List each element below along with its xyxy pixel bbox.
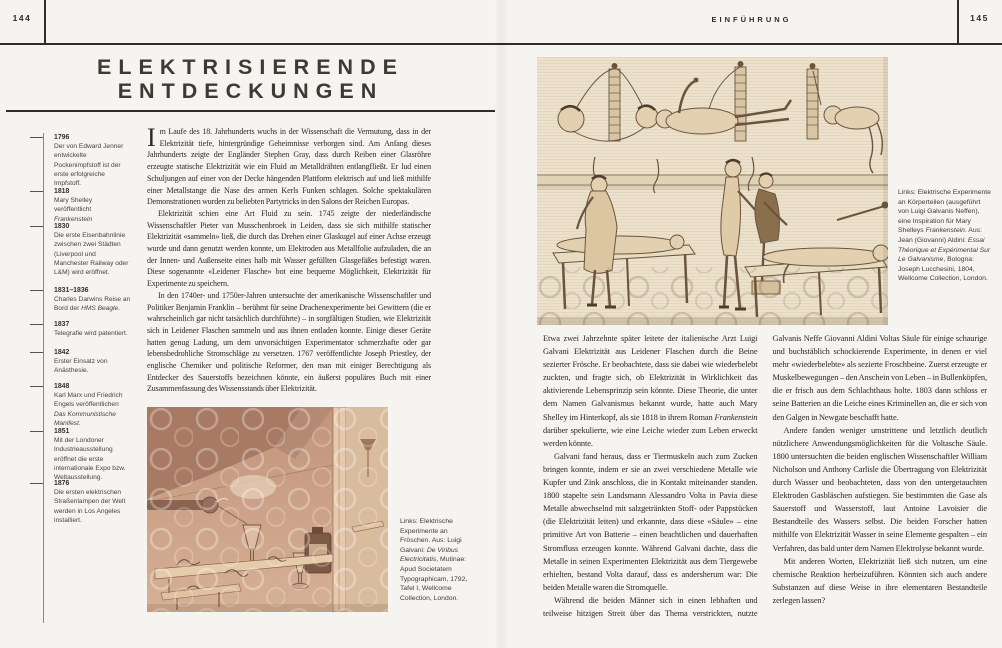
paragraph: Andere fanden weniger umstrittene und letztlich deutlich nützlichere Anwendungsmöglichkeiten für die Voltasche Säule. 1800 untersuchten die beiden englischen Wissenschaftler William Nicholson und Anthony Carlisle die Übertragung von Elektrizität durch Wasser und beobachteten, dass von den untergetauchten Elektroden Gasbläschen aufstiegen. Sie bestimmten die Gase als Sauerstoff und Wasserstoff, laut Antoine Lavoisier die Bestandteile des Wassers selbst. Die beiden Forscher hatten mithilfe von Elektrizität Wasser in seine Elemente gespalten – ein Verfahren, das bald unter dem Namen Elektrolyse bekannt wurde. (772, 425, 987, 553)
header-rule-right (501, 43, 1002, 45)
body-text-right (543, 332, 987, 628)
plate-edge-shadow (883, 57, 888, 325)
timeline-text: Der von Edward Jenner entwickelte Pockenimpfstoff ist der erste erfolgreiche Impfstoff. (54, 143, 124, 188)
chapter-title-line2: ENTDECKUNGEN (117, 79, 384, 103)
timeline-tick (30, 290, 43, 291)
shelf (537, 175, 888, 190)
timeline-entry (54, 188, 131, 224)
page-number-right: 145 (970, 13, 989, 23)
timeline-entry (54, 321, 131, 338)
timeline-year: 1842 (54, 349, 70, 356)
timeline-year: 1796 (54, 134, 70, 141)
plate-bottom-shadow (537, 317, 888, 325)
timeline-tick (30, 483, 43, 484)
figure-frog-experiments-plate (147, 407, 388, 612)
timeline-year: 1851 (54, 428, 70, 435)
timeline-year: 1837 (54, 321, 70, 328)
timeline-entry (54, 134, 131, 188)
chapter-title-line1: ELEKTRISIERENDE (97, 55, 404, 79)
page-number-left: 144 (12, 13, 32, 23)
timeline-entry (54, 349, 131, 376)
timeline-year: 1831–1836 (54, 287, 89, 294)
figure-caption-left: Links: Elektrische Experimente an Fröschen. Aus: Luigi Galvani: De Viribus Electricitatis, Mutinae: Apud Societatem Typographicam, 1792, Tafel I, Wellcome Collection, London. (400, 518, 468, 602)
plate-bottom-shadow (147, 604, 388, 612)
timeline-line (43, 133, 44, 623)
timeline-tick (30, 324, 43, 325)
timeline-tick (30, 226, 43, 227)
paragraph: Mit anderen Worten, Elektrizität ließ sich nutzen, um eine chemische Reaktion herbeizuführen. Könnten sich auch andere Substanzen auf diese Weise in ihre elementaren Bestandteile zerlegen lassen? (772, 556, 987, 605)
timeline-entry (54, 480, 131, 525)
timeline-text: Mary Shelley veröffentlicht Frankenstein (54, 197, 93, 223)
timeline-tick (30, 191, 43, 192)
galvanism-plate-illustration (537, 57, 888, 325)
timeline-text: Charles Darwins Reise an Bord der HMS Beagle. (54, 296, 131, 313)
paragraph: Galvani fand heraus, dass er Tiermuskeln auch zum Zucken bringen konnte, indem er sie an zwei verschiedene Metalle wie Kupfer und Zink anschloss, die in Kontakt miteinander standen. 1800 stapelte sein Landsmann Alessandro Volta in Pavia diese Metalle abwechselnd mit salzgetränkten Stoff- oder Pappstücken (die Elektrizität leiten) und erkannte, dass diese «Säule» – eine primitive Art von Batterie – einen beachtlichen und dauerhaften Stromfluss erzeugen konnte. Während Galvani dachte, dass die Metalle in seinen Experimenten Elektrizität aus dem Tiergewebe erhielten, bestand Volta darauf, dass es andersherum war: Die beiden Metalle waren die Stromquelle. (543, 451, 758, 592)
figure-caption-right: Links: Elektrische Experimente an Körperteilen (ausgeführt von Luigi Galvanis Neffen), eine Inspiration für Mary Shelleys Frankenstein. Aus: Jean (Giovanni) Aldini: Essai Théorique et Expérimental Sur Le Galvanisme, Bologna: Joseph Lucchesini, 1804, Wellcome Collection, London. (898, 189, 991, 283)
timeline-text: Die ersten elektrischen Straßenlampen der Welt werden in Los Angeles installiert. (54, 489, 126, 524)
voltaic-pile (735, 61, 746, 141)
body-text-left (147, 126, 431, 404)
timeline-entry (54, 223, 131, 277)
timeline-text: Die erste Eisenbahnlinie zwischen zwei Städten (Liverpool und Manchester Railway oder L&M) wird eröffnet. (54, 232, 129, 277)
watermark-overlay (537, 267, 888, 325)
timeline-tick (30, 137, 43, 138)
frog-plate-illustration (147, 407, 388, 612)
timeline-year: 1818 (54, 188, 70, 195)
page-gutter (494, 0, 508, 648)
paragraph: Elektrizität schien eine Art Fluid zu sein. 1745 zeigte der niederländische Wissenschaftler Pieter van Musschenbroek in Leiden, dass sie sich mithilfe statischer Elektrizität «sammeln» ließ, die durch das Drehen einer Glaskugel auf einer Achse erzeugt wurde und dann genutzt werden konnte, um Elektroden aus Metallfolie aufzuladen, die an der Innen- und Außenseite eines halb mit Wasser gefüllten Glasgefäßes befestigt waren. Diese sogenannte «Leidener Flasche» bot eine bequeme Möglichkeit, Elektrizität für Experimente zu speichern. (147, 208, 431, 289)
timeline-text: Erster Einsatz von Anästhesie. (54, 358, 108, 375)
timeline-year: 1876 (54, 480, 70, 487)
chapter-title (0, 55, 501, 103)
paragraph: In den 1740er- und 1750er-Jahren untersuchte der amerikanische Wissenschaftler und Politiker Benjamin Franklin – berühmt für seine Drachenexperimente bei Gewittern (die er wahrscheinlich gar nicht tatsächlich durchführte) – in sorgfältigen Studien, wie Elektrizität sich in Leidener Flaschen sammeln und aus ihnen entladen konnte. Einige dieser Geräte hatten genug Ladung, um dem unvorsichtigen Experimentator schmerzhafte oder gar lebensbedrohliche Stromschläge zu versetzen. 1767 veröffentlichte Joseph Priestley, der englische Chemiker und politische Reformer, den man mit einiger Berechtigung als Entdecker des Sauerstoffs bezeichnen könnte, ein äußerst populäres Buch mit einer Zusammenfassung des Wissensstands über Elektrizität. (147, 290, 431, 394)
paragraph: Etwa zwei Jahrzehnte später leitete der italienische Arzt Luigi Galvani Elektrizität aus Leidener Flaschen durch die Beine sezierter Frösche. Er beobachtete, dass sie dabei wie wiederbelebt zuckten, und fragte sich, ob Elektrizität in Wirklichkeit das aktivierende Lebensprinzip sein könnte. Diese Theorie, die unter dem Namen Galvanismus bekannt wurde, hatte auch Mary Shelley im Hinterkopf, als sie 1818 in ihrem Roman Frankenstein darüber spekulierte, wie eine Leiche wieder zum Leben erweckt werden könnte. (543, 334, 758, 448)
page-right (501, 0, 1002, 648)
drop-cap: I (147, 126, 156, 152)
paragraph: Während die beiden Männer sich in einen lebhaften und teilweise hitzigen Streit über das Thema verstrickten, nutzte Galvanis Neffe Giovanni Aldini Voltas Säule für einige schaurige und buchstäblich schockierende Experimente, in denen er viel mehr «wiederbelebte» als sezierte Froschbeine. Zuerst erzeugte er Muskelbewegungen – den Anschein von Leben – in Bullenköpfen, die er frisch aus dem Schlachthaus holte. 1803 dann schloss er seine Batterien an die Leiche eines Kriminellen an, die er sich von den Galgen in Newgate beschafft hatte. (543, 334, 987, 618)
title-rule (6, 110, 495, 112)
timeline-tick (30, 386, 43, 387)
timeline-year: 1830 (54, 223, 70, 230)
header-divider-left (44, 0, 46, 43)
timeline-entry (54, 428, 131, 482)
timeline-text: Karl Marx und Friedrich Engels veröffentlichen Das Kommunistische Manifest. (54, 392, 123, 427)
timeline-tick (30, 352, 43, 353)
watermark-overlay (147, 407, 388, 612)
chapter-header: EINFÜHRUNG (711, 15, 792, 24)
timeline-tick (30, 431, 43, 432)
paragraph: Im Laufe des 18. Jahrhunderts wuchs in der Wissenschaft die Vermutung, dass in der Elektrizität tiefe, hintergründige Geheimnisse verborgen sind. Am Anfang dieses Jahrhunderts zeigte der Engländer Stephen Gray, dass durch Reiben einer Glasröhre erzeugte statische Elektrizität wie ein Fluid an Metalldrähten entlangfließt. Er lud einen Schuljungen auf einer von der Decke hängenden Plattform elektrisch auf und ließ mithilfe einer Metallstange die Nase des armen Kerls Funken schlagen. Solche spektakulären Demonstrationen wurden zu beliebten Partytricks in den Salons der Reichen Europas. (147, 126, 431, 207)
timeline-text: Telegrafie wird patentiert. (54, 330, 128, 337)
figure-galvanism-plate (537, 57, 888, 325)
header-rule-left (0, 43, 501, 45)
timeline-text: Mit der Londoner Industrieausstellung eröffnet die erste internationale Expo bzw. Weltausstellung. (54, 437, 126, 482)
timeline-entry (54, 383, 131, 428)
timeline-year: 1848 (54, 383, 70, 390)
voltaic-pile (609, 63, 620, 141)
timeline-entry (54, 287, 131, 314)
voltaic-pile (807, 63, 818, 139)
